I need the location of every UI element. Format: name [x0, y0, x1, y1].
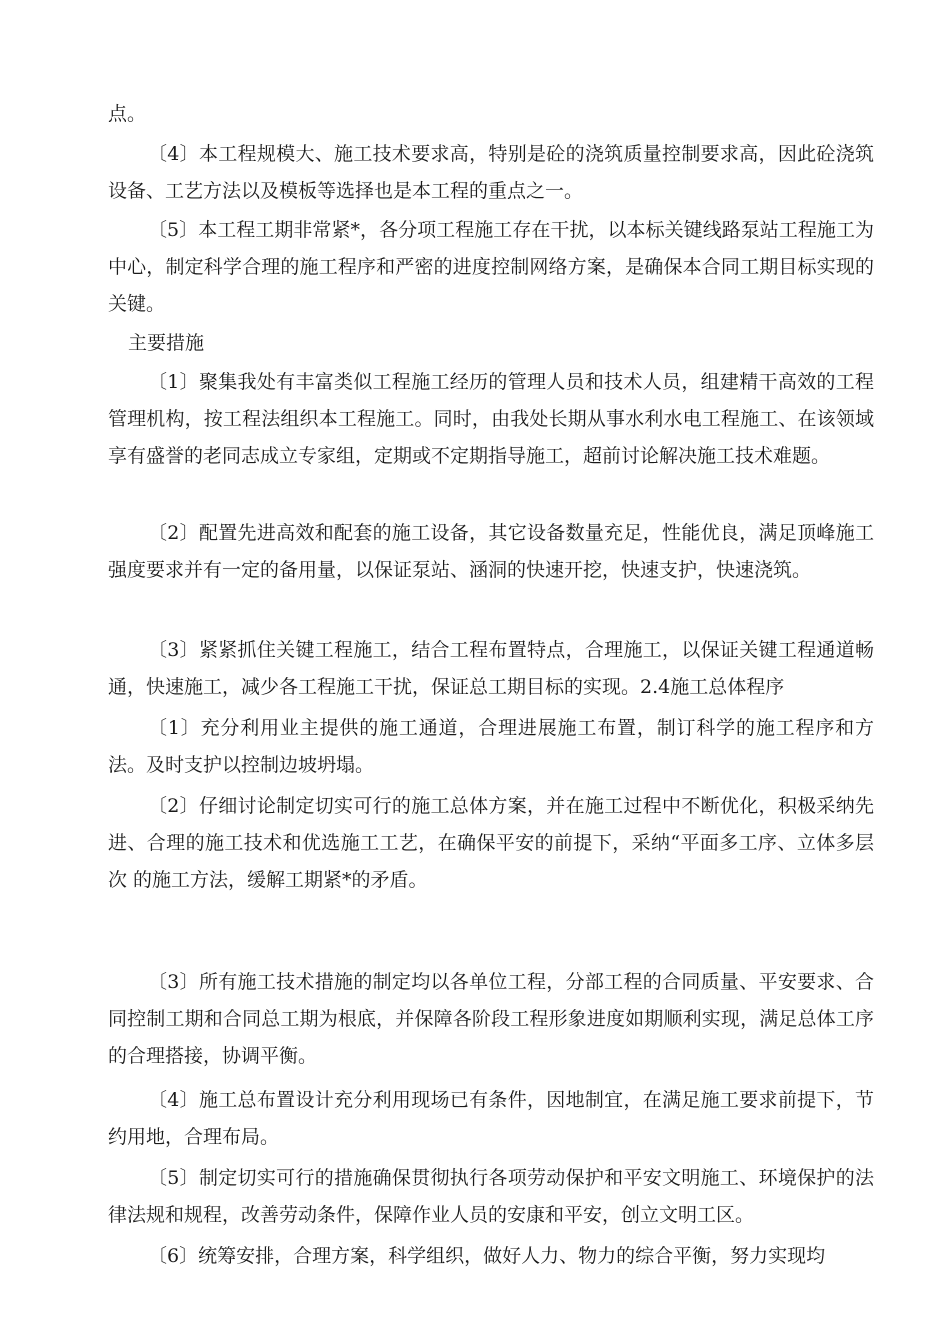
paragraph-procedure-3: 〔3〕所有施工技术措施的制定均以各单位工程，分部工程的合同质量、平安要求、合同控制工期和合同总工期为根底，并保障各阶段工程形象进度如期顺利实现，满足总体工序的合理搭接，协调平衡。 [108, 971, 874, 1067]
paragraph-schedule: 〔5〕本工程工期非常紧*，各分项工程施工存在干扰，以本标关键线路泵站工程施工为中心，制定科学合理的施工程序和严密的进度控制网络方案，是确保本合同工期目标实现的关键。 [108, 219, 874, 315]
section-heading-main-measures: 主要措施 [128, 332, 205, 354]
paragraph-scale-requirements: 〔4〕本工程规模大、施工技术要求高，特别是砼的浇筑质量控制要求高，因此砼浇筑设备、工艺方法以及模板等选择也是本工程的重点之一。 [108, 143, 874, 202]
paragraph-procedure-4: 〔4〕施工总布置设计充分利用现场已有条件，因地制宜，在满足施工要求前提下，节约用地，合理布局。 [108, 1089, 874, 1148]
paragraph-measure-1: 〔1〕聚集我处有丰富类似工程施工经历的管理人员和技术人员，组建精干高效的工程管理机构，按工程法组织本工程施工。同时，由我处长期从事水利水电工程施工、在该领域享有盛誉的老同志成立专家组，定期或不定期指导施工，超前讨论解决施工技术难题。 [108, 371, 874, 467]
paragraph-procedure-2: 〔2〕仔细讨论制定切实可行的施工总体方案，并在施工过程中不断优化，积极采纳先进、合理的施工技术和优选施工工艺，在确保平安的前提下，采纳“平面多工序、立体多层次 的施工方法，缓解工期紧*的矛盾。 [108, 795, 874, 891]
paragraph-procedure-6: 〔6〕统筹安排，合理方案，科学组织，做好人力、物力的综合平衡，努力实现均 [148, 1245, 826, 1267]
paragraph-measure-2: 〔2〕配置先进高效和配套的施工设备，其它设备数量充足，性能优良，满足顶峰施工强度要求并有一定的备用量，以保证泵站、涵洞的快速开挖，快速支护，快速浇筑。 [108, 522, 874, 581]
paragraph-procedure-5: 〔5〕制定切实可行的措施确保贯彻执行各项劳动保护和平安文明施工、环境保护的法律法规和规程，改善劳动条件，保障作业人员的安康和平安，创立文明工区。 [108, 1167, 874, 1226]
paragraph-fragment: 点。 [108, 103, 147, 125]
paragraph-measure-3: 〔3〕紧紧抓住关键工程施工，结合工程布置特点，合理施工，以保证关键工程通道畅通，快速施工，减少各工程施工干扰，保证总工期目标的实现。2.4施工总体程序 [108, 639, 874, 698]
paragraph-procedure-1: 〔1〕充分利用业主提供的施工通道，合理进展施工布置，制订科学的施工程序和方法。及时支护以控制边坡坍塌。 [108, 717, 874, 776]
